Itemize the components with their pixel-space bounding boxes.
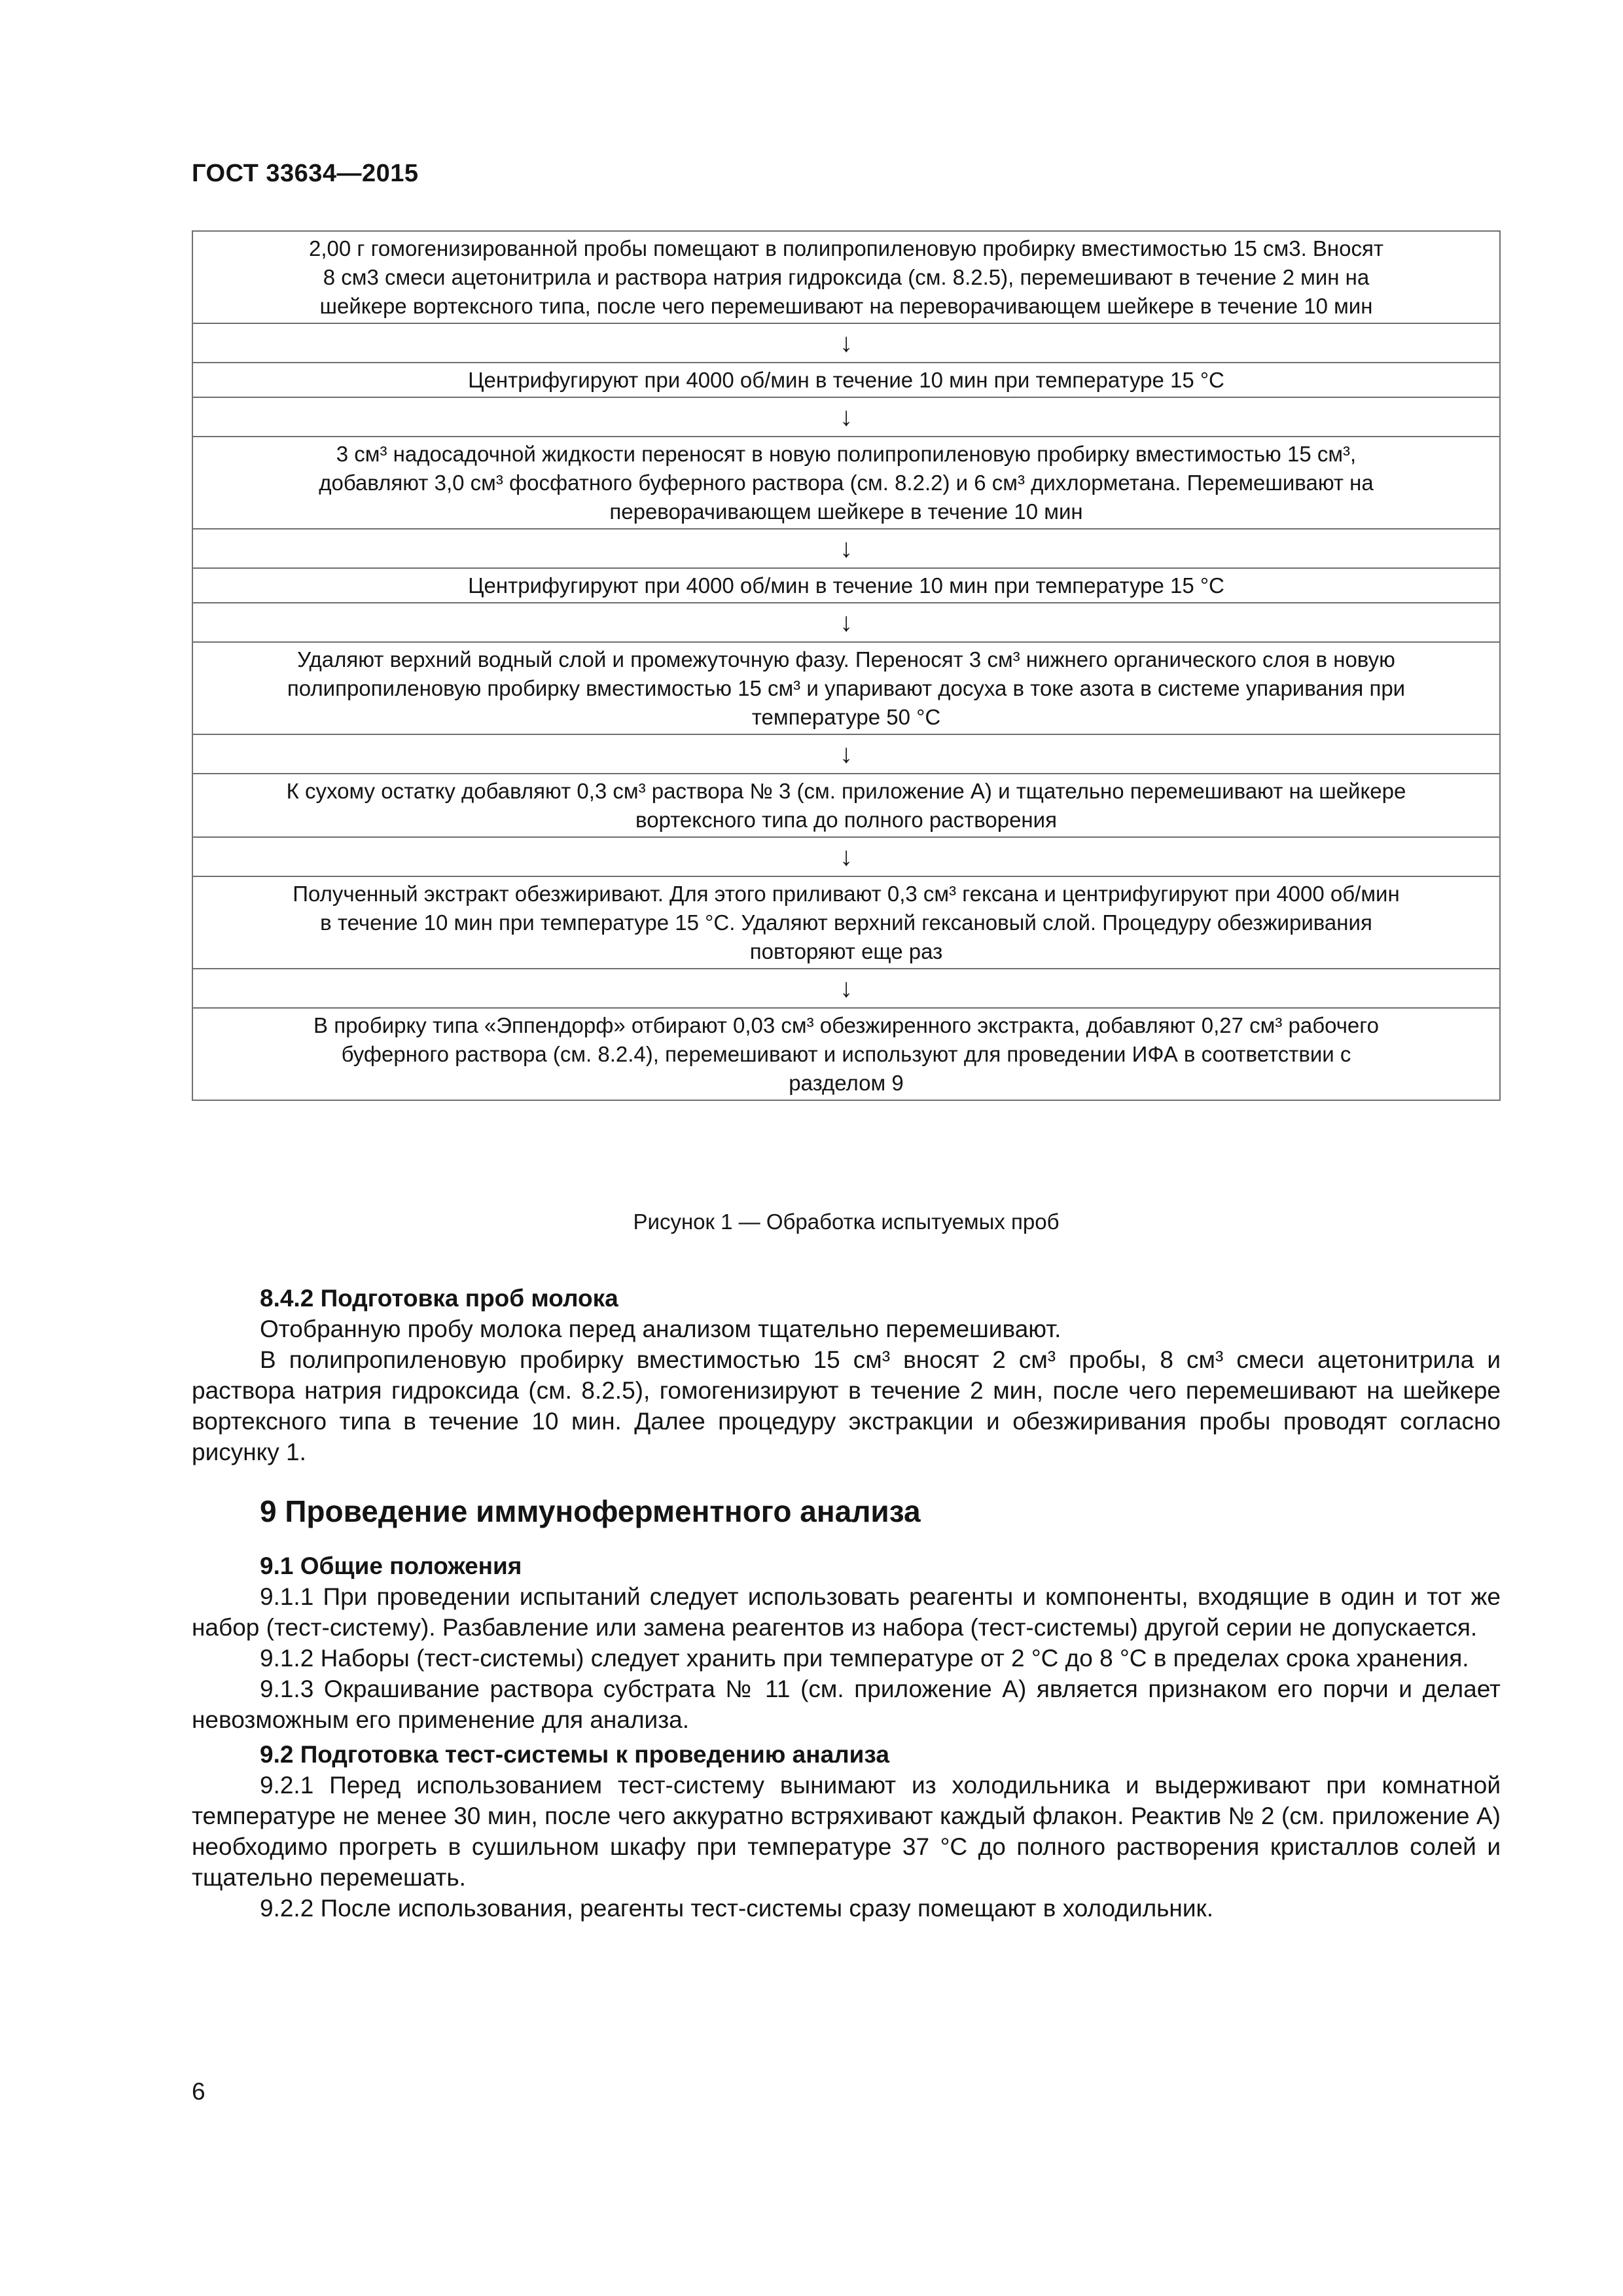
paragraph: В полипропиленовую пробирку вместимостью 15 см³ вносят 2 см³ пробы, 8 см³ смеси ацетонитрила и раствора натрия гидроксида (см. 8.2.5), гомогенизируют в течение 2 мин, после чего перемешивают на шейкере вортексного типа в течение 10 мин. Далее процедуру экстракции и обезжиривания пробы проводят согласно рисунку 1. [192, 1346, 1501, 1465]
figure-caption: Рисунок 1 — Обработка испытуемых проб [633, 1210, 1060, 1234]
flow-step-line: Полученный экстракт обезжиривают. Для этого приливают 0,3 см³ гексана и центрифугируют при 4000 об/мин [293, 882, 1400, 906]
flow-step-line: 8 см3 смеси ацетонитрила и раствора натрия гидроксида (см. 8.2.5), перемешивают в течение 2 мин на [323, 265, 1370, 289]
flow-step-line: температуре 50 °С [751, 705, 941, 729]
flow-arrow: ↓ [192, 529, 1500, 568]
flow-step [192, 363, 1500, 397]
flow-step-line: разделом 9 [789, 1071, 904, 1095]
flow-arrow: ↓ [192, 969, 1500, 1008]
flow-arrow: ↓ [192, 734, 1500, 774]
flow-step-line: повторяют еще раз [749, 939, 943, 963]
subsection-heading: 9.2 Подготовка тест-системы к проведению анализа [260, 1741, 889, 1768]
flow-step [192, 568, 1500, 603]
subsection-heading: 8.4.2 Подготовка проб молока [260, 1285, 618, 1312]
body-text [192, 1279, 1501, 1924]
flow-step-line: добавляют 3,0 см³ фосфатного буферного раствора (см. 8.2.2) и 6 см³ дихлорметана. Перемешивают на [319, 471, 1374, 495]
flow-step-line: 2,00 г гомогенизированной пробы помещают в полипропиленовую пробирку вместимостью 15 см3. Вносят [308, 236, 1383, 260]
subsection-heading: 9.1 Общие положения [260, 1552, 522, 1579]
flow-step [192, 231, 1500, 323]
flow-step [192, 642, 1500, 734]
flow-step-line: В пробирку типа «Эппендорф» отбирают 0,03 см³ обезжиренного экстракта, добавляют 0,27 см³ рабочего [313, 1013, 1379, 1037]
flow-arrow: ↓ [192, 323, 1500, 363]
paragraph: 9.1.3 Окрашивание раствора субстрата № 11 (см. приложение А) является признаком его порчи и делает невозможным его применение для анализа. [192, 1676, 1501, 1733]
flow-step-line: переворачивающем шейкере в течение 10 мин [609, 499, 1083, 524]
paragraph: Отобранную пробу молока перед анализом тщательно перемешивают. [260, 1316, 1061, 1342]
flow-step [192, 437, 1500, 529]
flow-step [192, 1008, 1500, 1100]
flow-diagram [192, 230, 1501, 1101]
flow-step-line: Центрифугируют при 4000 об/мин в течение 10 мин при температуре 15 °С [468, 573, 1224, 598]
paragraph: 9.1.2 Наборы (тест-системы) следует хранить при температуре от 2 °С до 8 °С в пределах срока хранения. [260, 1645, 1469, 1672]
flow-step-line: в течение 10 мин при температуре 15 °С. Удаляют верхний гексановый слой. Процедуру обезжиривания [320, 910, 1372, 935]
paragraph: 9.2.1 Перед использованием тест-систему вынимают из холодильника и выдерживают при комнатной температуре не менее 30 мин, после чего аккуратно встряхивают каждый флакон. Реактив № 2 (см. приложение А) необходимо прогреть в сушильном шкафу при температуре 37 °С до полного растворения кристаллов солей и тщательно перемешать. [192, 1772, 1501, 1891]
flow-step-line: буферного раствора (см. 8.2.4), перемешивают и используют для проведении ИФА в соответствии с [341, 1042, 1351, 1066]
flow-arrow: ↓ [192, 837, 1500, 876]
flow-arrow: ↓ [192, 603, 1500, 642]
section-heading: 9 Проведение иммуноферментного анализа [260, 1494, 921, 1528]
flow-step-line: полипропиленовую пробирку вместимостью 15 см³ и упаривают досуха в токе азота в системе упаривания при [287, 676, 1406, 700]
document-header: ГОСТ 33634—2015 [192, 160, 419, 187]
paragraph: 9.1.1 При проведении испытаний следует использовать реагенты и компоненты, входящие в один и тот же набор (тест-систему). Разбавление или замена реагентов из набора (тест-системы) другой серии не допускается. [192, 1583, 1501, 1641]
flow-step-line: шейкере вортексного типа, после чего перемешивают на переворачивающем шейкере в течение 10 мин [319, 294, 1373, 318]
flow-step-line: Центрифугируют при 4000 об/мин в течение 10 мин при температуре 15 °С [468, 368, 1224, 392]
paragraph: 9.2.2 После использования, реагенты тест-системы сразу помещают в холодильник. [260, 1895, 1214, 1922]
flow-step-line: Удаляют верхний водный слой и промежуточную фазу. Переносят 3 см³ нижнего органического слоя в новую [297, 647, 1395, 672]
flow-step-line: 3 см³ надосадочной жидкости переносят в новую полипропиленовую пробирку вместимостью 15 см³, [336, 442, 1357, 466]
flow-step [192, 876, 1500, 969]
flow-arrow: ↓ [192, 397, 1500, 437]
page-number: 6 [192, 2078, 205, 2105]
flow-step-line: вортексного типа до полного растворения [635, 808, 1057, 832]
flow-step [192, 774, 1500, 837]
flow-step-line: К сухому остатку добавляют 0,3 см³ раствора № 3 (см. приложение А) и тщательно перемешивают на шейкере [286, 779, 1406, 803]
